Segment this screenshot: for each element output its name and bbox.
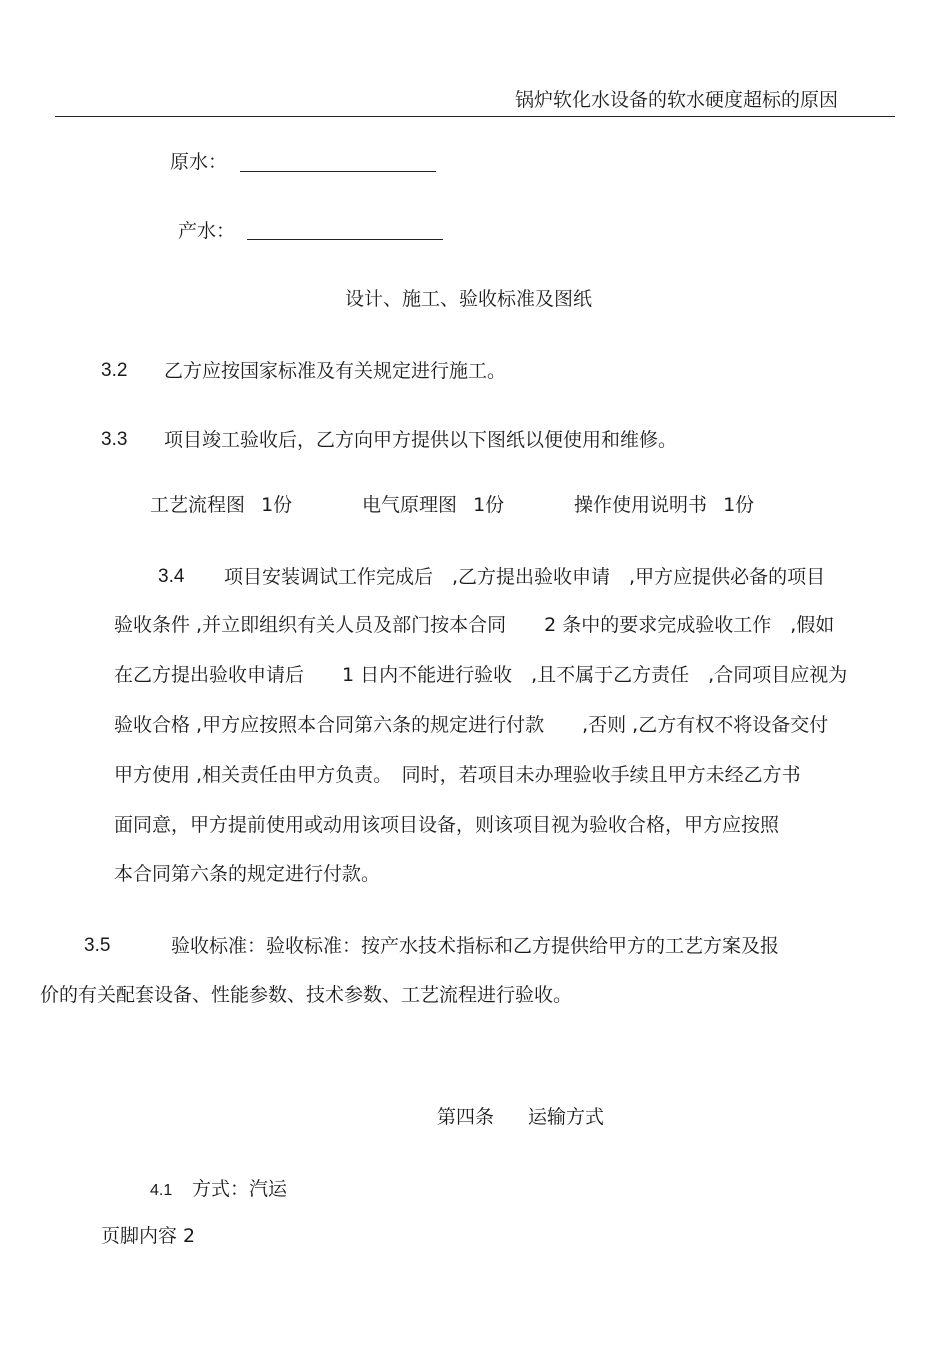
clause-3-4-line: 甲方使用 ,相关责任由甲方负责。 同时，若项目未办理验收手续且甲方未经乙方书 xyxy=(114,764,801,786)
drawing-name: 操作使用说明书 xyxy=(574,494,708,516)
clause-3-3-number: 3.3 xyxy=(101,429,128,450)
clause-3-5-line: 价的有关配套设备、性能参数、技术参数、工艺流程进行验收。 xyxy=(40,984,573,1006)
drawing-qty: 1份 xyxy=(261,494,293,516)
clause-3-5-number: 3.5 xyxy=(84,935,111,956)
drawing-item-process-flow xyxy=(150,494,292,516)
section-title: 设计、施工、验收标准及图纸 xyxy=(345,288,593,310)
drawing-qty: 1份 xyxy=(473,494,505,516)
clause-4-1-text: 方式：汽运 xyxy=(192,1178,288,1200)
raw-water-label: 原水： xyxy=(170,151,228,173)
drawing-name: 电气原理图 xyxy=(362,494,458,516)
drawing-item-electrical xyxy=(362,494,504,516)
clause-3-4-line: 面同意，甲方提前使用或动用该项目设备，则该项目视为验收合格，甲方应按照 xyxy=(114,814,780,836)
clause-3-4-line: 项目安装调试工作完成后 ,乙方提出验收申请 ,甲方应提供必备的项目 xyxy=(224,566,826,588)
clause-3-3-text: 项目竣工验收后，乙方向甲方提供以下图纸以便使用和维修。 xyxy=(164,429,678,451)
drawing-item-manual xyxy=(574,494,754,516)
product-water-label: 产水： xyxy=(178,220,236,242)
product-water-blank-line xyxy=(247,239,443,240)
clause-3-2-text: 乙方应按国家标准及有关规定进行施工。 xyxy=(164,360,507,382)
clause-3-4-line: 在乙方提出验收申请后 1 日内不能进行验收 ,且不属于乙方责任 ,合同项目应视为 xyxy=(114,664,848,686)
article-4-subtitle: 运输方式 xyxy=(528,1106,605,1128)
drawing-qty: 1份 xyxy=(723,494,755,516)
document-header-title: 锅炉软化水设备的软水硬度超标的原因 xyxy=(515,89,839,111)
drawing-name: 工艺流程图 xyxy=(150,494,246,516)
clause-3-4-line: 验收条件 ,并立即组织有关人员及部门按本合同 2 条中的要求完成验收工作 ,假如 xyxy=(114,614,835,636)
article-4-title: 第四条 xyxy=(437,1106,495,1128)
clause-4-1-number: 4.1 xyxy=(150,1182,173,1199)
clause-3-4-number: 3.4 xyxy=(158,566,185,587)
page-footer: 页脚内容 2 xyxy=(101,1225,196,1247)
clause-3-4-line: 验收合格 ,甲方应按照本合同第六条的规定进行付款 ,否则 ,乙方有权不将设备交付 xyxy=(114,714,829,736)
header-divider xyxy=(55,116,895,117)
clause-3-2-number: 3.2 xyxy=(101,360,128,381)
raw-water-blank-line xyxy=(240,171,436,172)
clause-3-4-line: 本合同第六条的规定进行付款。 xyxy=(114,863,381,885)
clause-3-5-line: 验收标准：验收标准：按产水技术指标和乙方提供给甲方的工艺方案及报 xyxy=(171,935,780,957)
